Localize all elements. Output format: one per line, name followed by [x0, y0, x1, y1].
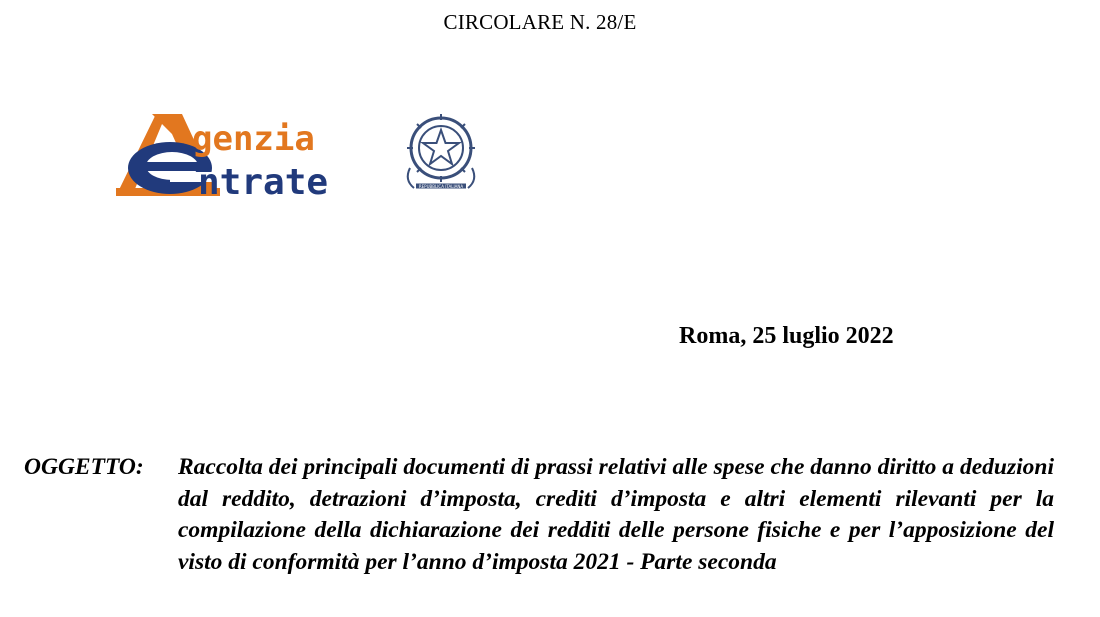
subject-label: OGGETTO: — [24, 454, 144, 480]
logo-word-ntrate: ntrate — [198, 162, 329, 203]
emblem-icon — [400, 110, 482, 194]
republic-emblem — [400, 110, 482, 194]
subject-text: Raccolta dei principali documenti di prassi relativi alle spese che danno diritto a deduzioni dal reddito, detrazioni d’imposta, crediti d’imposta e altri elementi rilevanti per la compilazione della dichiarazione dei redditi delle persone fisiche e per l’apposizione del visto di conformità per l’anno d’imposta 2021 - Parte seconda — [178, 454, 1054, 575]
document-date: Roma, 25 luglio 2022 — [679, 323, 894, 349]
circolare-number: CIRCOLARE N. 28/E — [443, 10, 637, 34]
subject-block — [24, 452, 1054, 578]
logo-word-genzia: genzia — [192, 119, 315, 159]
emblem-ribbon-text: REPUBBLICA ITALIANA — [418, 184, 464, 189]
